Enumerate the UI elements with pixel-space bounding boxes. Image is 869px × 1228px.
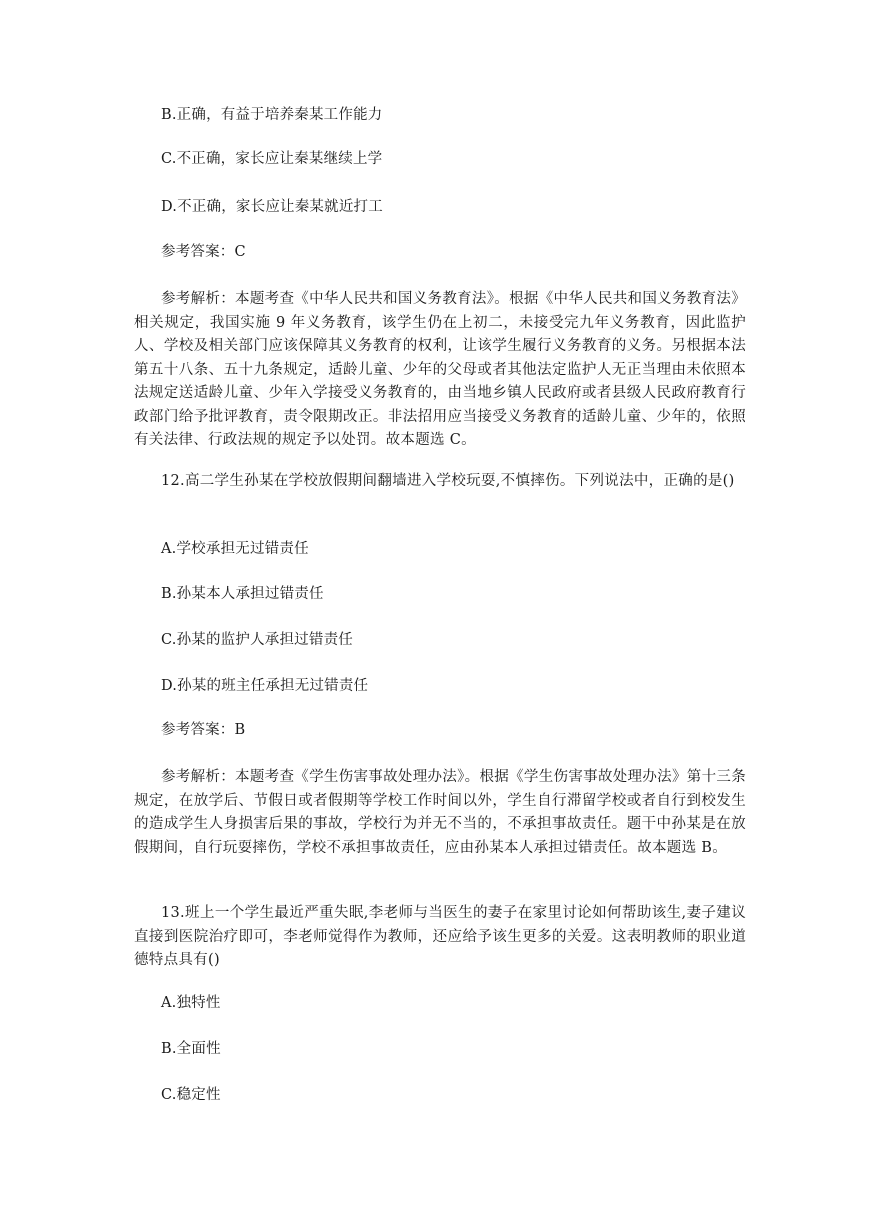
q13-option-c: C.稳定性: [161, 1087, 221, 1103]
q11-option-d: D.不正确，家长应让秦某就近打工: [161, 199, 383, 215]
q12-option-b: B.孙某本人承担过错责任: [161, 586, 324, 602]
q12-option-c: C.孙某的监护人承担过错责任: [161, 632, 353, 648]
q12-option-d: D.孙某的班主任承担无过错责任: [161, 678, 369, 694]
q12-option-a: A.学校承担无过错责任: [161, 541, 309, 557]
q12-stem: 12.高二学生孙某在学校放假期间翻墙进入学校玩耍,不慎摔伤。下列说法中，正确的是(): [161, 473, 735, 489]
q13-option-a: A.独特性: [161, 995, 221, 1011]
q11-answer: 参考答案：C: [161, 244, 246, 260]
q13-stem: 13.班上一个学生最近严重失眠,李老师与当医生的妻子在家里讨论如何帮助该生,妻子建议直接到医院治疗即可，李老师觉得作为教师，还应给予该生更多的关爱。这表明教师的职业道德特点具有(): [134, 905, 746, 968]
q11-option-b: B.正确，有益于培养秦某工作能力: [161, 107, 383, 123]
q12-analysis: 参考解析：本题考查《学生伤害事故处理办法》。根据《学生伤害事故处理办法》第十三条规定，在放学后、节假日或者假期等学校工作时间以外，学生自行滞留学校或者自行到校发生的造成学生人身损害后果的事故，学校行为并无不当的，不承担事故责任。题干中孙某是在放假期间，自行玩耍摔伤，学校不承担事故责任，应由孙某本人承担过错责任。故本题选 B。: [134, 769, 746, 856]
q13-option-b: B.全面性: [161, 1041, 221, 1057]
q11-option-c: C.不正确，家长应让秦某继续上学: [161, 151, 383, 167]
q11-analysis: 参考解析：本题考查《中华人民共和国义务教育法》。根据《中华人民共和国义务教育法》相关规定，我国实施 9 年义务教育，该学生仍在上初二，未接受完九年义务教育，因此监护人、学校及相关部门应该保障其义务教育的权利，让该学生履行义务教育的义务。另根据本法第五十八条、五十九条规定，适龄儿童、少年的父母或者其他法定监护人无正当理由未依照本法规定送适龄儿童、少年入学接受义务教育的，由当地乡镇人民政府或者县级人民政府教育行政部门给予批评教育，责令限期改正。非法招用应当接受义务教育的适龄儿童、少年的，依照有关法律、行政法规的规定予以处罚。故本题选 C。: [134, 291, 746, 448]
q12-answer: 参考答案：B: [161, 722, 246, 738]
